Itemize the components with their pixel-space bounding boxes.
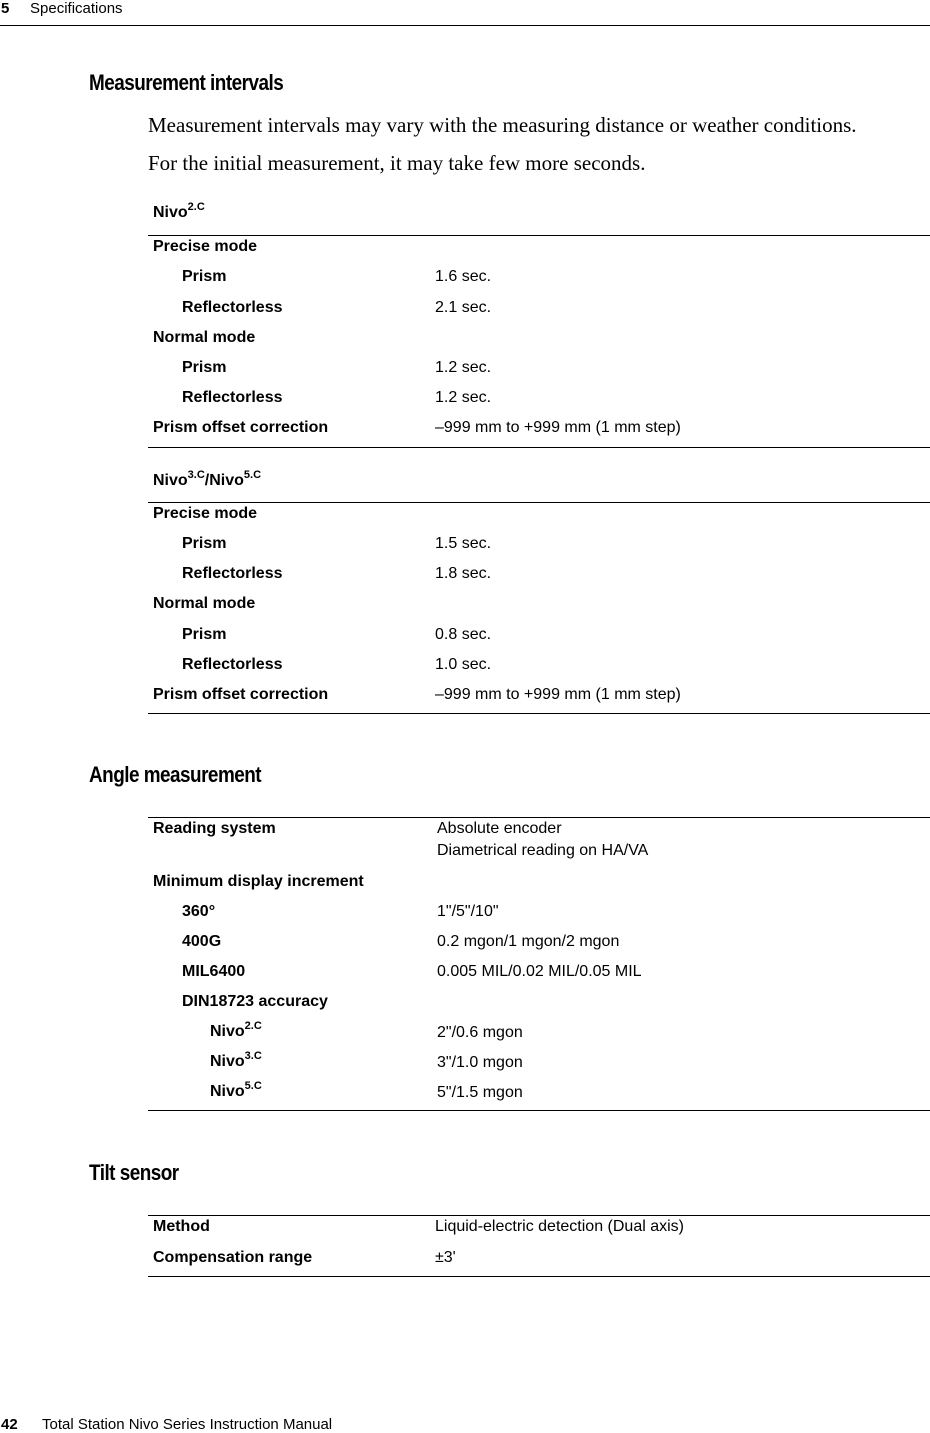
normal-mode-label: Normal mode [153, 595, 256, 612]
table-rule [148, 1276, 930, 1277]
table-rule [148, 817, 930, 818]
table-rule [148, 447, 930, 448]
deg360-value: 1"/5"/10" [437, 903, 499, 920]
table-rule [148, 235, 930, 236]
precise-mode-label: Precise mode [153, 238, 258, 255]
nivo5c-value: 5"/1.5 mgon [437, 1084, 523, 1101]
precise-prism-value: 1.5 sec. [435, 535, 492, 552]
section-title-angle-measurement: Angle measurement [89, 762, 262, 787]
prism-offset-label: Prism offset correction [153, 686, 329, 703]
nivo3c-label [210, 1050, 262, 1071]
compensation-range-value: ±3' [435, 1249, 456, 1266]
chapter-title: Specifications [30, 0, 123, 17]
compensation-range-label: Compensation range [153, 1249, 313, 1266]
normal-prism-label: Prism [182, 626, 227, 643]
nivo2c-label [210, 1020, 262, 1041]
precise-mode-label: Precise mode [153, 505, 258, 522]
intervals-paragraph-2: For the initial measurement, it may take few more seconds. [148, 151, 646, 175]
model-superscript: 2.C [244, 1020, 262, 1032]
model-superscript: 5.C [243, 469, 262, 481]
normal-reflectorless-label: Reflectorless [182, 389, 283, 406]
table-rule [148, 1110, 930, 1111]
deg360-label: 360° [182, 903, 216, 920]
normal-prism-label: Prism [182, 359, 227, 376]
section-title-tilt-sensor: Tilt sensor [89, 1160, 179, 1185]
model-name: Nivo [209, 472, 244, 489]
method-label: Method [153, 1218, 210, 1235]
table-rule [148, 1215, 930, 1216]
manual-title: Total Station Nivo Series Instruction Manual [42, 1416, 333, 1433]
mil6400-label: MIL6400 [182, 963, 246, 980]
precise-reflectorless-label: Reflectorless [182, 565, 283, 582]
model-name: Nivo [210, 1023, 245, 1040]
model-name: Nivo [153, 472, 188, 489]
precise-prism-label: Prism [182, 535, 227, 552]
model-name: Nivo [153, 204, 188, 221]
normal-prism-value: 1.2 sec. [435, 359, 492, 376]
precise-prism-value: 1.6 sec. [435, 268, 492, 285]
normal-mode-label: Normal mode [153, 329, 256, 346]
mil6400-value: 0.005 MIL/0.02 MIL/0.05 MIL [437, 963, 642, 980]
model-name: Nivo [210, 1053, 245, 1070]
model-name: Nivo [210, 1083, 245, 1100]
running-header [0, 0, 930, 26]
table-rule [148, 502, 930, 503]
table-heading [153, 469, 262, 490]
chapter-number: 5 [1, 0, 10, 17]
page-number: 42 [1, 1416, 18, 1433]
section-title-measurement-intervals: Measurement intervals [89, 70, 284, 95]
method-value: Liquid-electric detection (Dual axis) [435, 1218, 684, 1235]
reading-system-label: Reading system [153, 820, 276, 837]
nivo5c-label [210, 1080, 262, 1101]
prism-offset-value: –999 mm to +999 mm (1 mm step) [435, 419, 681, 436]
prism-offset-value: –999 mm to +999 mm (1 mm step) [435, 686, 681, 703]
g400-label: 400G [182, 933, 222, 950]
g400-value: 0.2 mgon/1 mgon/2 mgon [437, 933, 620, 950]
din18723-label: DIN18723 accuracy [182, 993, 328, 1010]
intervals-paragraph-1: Measurement intervals may vary with the measuring distance or weather conditions. [148, 113, 857, 137]
normal-prism-value: 0.8 sec. [435, 626, 492, 643]
table-rule [148, 713, 930, 714]
precise-reflectorless-label: Reflectorless [182, 299, 283, 316]
model-separator: / [204, 472, 210, 489]
nivo2c-value: 2"/0.6 mgon [437, 1024, 523, 1041]
reading-system-value-2: Diametrical reading on HA/VA [437, 842, 649, 859]
table-heading [153, 201, 205, 222]
model-superscript: 5.C [244, 1080, 262, 1092]
model-superscript: 3.C [244, 1050, 262, 1062]
reading-system-value-1: Absolute encoder [437, 820, 562, 837]
normal-reflectorless-label: Reflectorless [182, 656, 283, 673]
normal-reflectorless-value: 1.2 sec. [435, 389, 492, 406]
model-superscript: 3.C [187, 469, 205, 481]
normal-reflectorless-value: 1.0 sec. [435, 656, 492, 673]
precise-reflectorless-value: 2.1 sec. [435, 299, 492, 316]
model-superscript: 2.C [187, 201, 205, 213]
nivo3c-value: 3"/1.0 mgon [437, 1054, 523, 1071]
precise-prism-label: Prism [182, 268, 227, 285]
precise-reflectorless-value: 1.8 sec. [435, 565, 492, 582]
prism-offset-label: Prism offset correction [153, 419, 329, 436]
min-display-increment-label: Minimum display increment [153, 873, 364, 890]
